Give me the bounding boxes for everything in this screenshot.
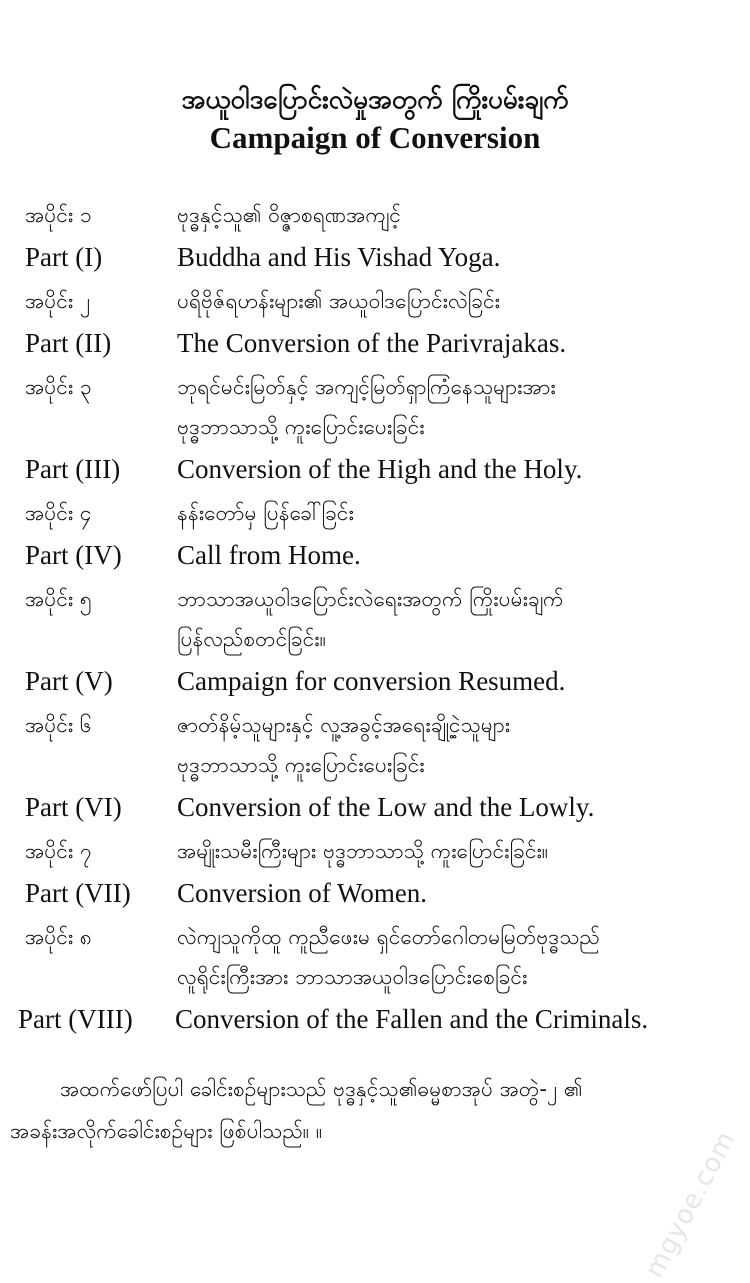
part-title-line: ဘာသာအယူဝါဒပြောင်းလဲရေးအတွက် ကြိုးပမ်းချက် bbox=[177, 587, 564, 611]
part-title bbox=[177, 535, 730, 575]
part-title-line: နန်းတော်မှ ပြန်ခေါ်ခြင်း bbox=[177, 501, 354, 525]
part-title bbox=[177, 449, 730, 489]
toc-entry-english-6 bbox=[0, 787, 750, 831]
part-label: အပိုင်း ၄ bbox=[25, 501, 92, 525]
part-label: အပိုင်း ၂ bbox=[25, 289, 91, 313]
toc-entry-english-4 bbox=[0, 535, 750, 579]
toc-entry-myanmar-6 bbox=[0, 705, 750, 787]
part-label: အပိုင်း ၃ bbox=[25, 375, 92, 399]
part-label: Part (VI) bbox=[25, 792, 122, 822]
part-title bbox=[177, 195, 730, 235]
part-title-line: ဗုဒ္ဓဘာသာသို့ ကူးပြောင်းပေးခြင်း bbox=[177, 415, 425, 439]
toc-entry-english-3 bbox=[0, 449, 750, 493]
part-title bbox=[177, 493, 730, 533]
toc-entry-myanmar-8 bbox=[0, 917, 750, 999]
part-title bbox=[177, 323, 730, 363]
part-title-line: Buddha and His Vishad Yoga. bbox=[177, 242, 501, 272]
part-title bbox=[177, 367, 730, 447]
title-english: Campaign of Conversion bbox=[209, 120, 541, 155]
toc-entry-english-1 bbox=[0, 237, 750, 281]
part-title bbox=[177, 831, 730, 871]
part-title bbox=[177, 917, 730, 997]
footnote-line: အထက်ဖော်ပြပါ ခေါင်းစဉ်များသည် ဗုဒ္ဓနှင့်သူ၏ဓမ္မစာအုပ် အတွဲ-၂ ၏ bbox=[60, 1077, 583, 1101]
toc-entry-english-7 bbox=[0, 873, 750, 917]
part-title-line: Conversion of the Fallen and the Criminals. bbox=[175, 1004, 649, 1034]
part-title-line: ပြန်လည်စတင်ခြင်း။ bbox=[177, 627, 326, 651]
toc-entry-english-8 bbox=[0, 999, 750, 1043]
part-title-line: အမျိုးသမီးကြီးများ ဗုဒ္ဓဘာသာသို့ ကူးပြောင်းခြင်း။ bbox=[177, 839, 549, 863]
title-myanmar: အယူဝါဒပြောင်းလဲမှုအတွက် ကြိုးပမ်းချက် bbox=[181, 85, 569, 115]
part-label: အပိုင်း ၇ bbox=[25, 839, 92, 863]
part-label: Part (VIII) bbox=[18, 1004, 133, 1034]
part-title bbox=[177, 787, 730, 827]
part-title-line: ဗုဒ္ဓနှင့်သူ၏ ဝိဇ္ဇာစရဏအကျင့် bbox=[177, 203, 401, 227]
part-title bbox=[177, 873, 730, 913]
toc-entry-myanmar-1 bbox=[0, 195, 750, 237]
part-title bbox=[177, 661, 730, 701]
contents-list bbox=[0, 195, 750, 1043]
part-label: အပိုင်း ၈ bbox=[25, 925, 92, 949]
footnote bbox=[10, 1068, 730, 1152]
watermark: mgyoe.com bbox=[639, 1125, 742, 1283]
part-title-line: ပရိဗိုဇ်ရဟန်းများ၏ အယူဝါဒပြောင်းလဲခြင်း bbox=[177, 289, 500, 313]
toc-entry-english-2 bbox=[0, 323, 750, 367]
part-label: Part (VII) bbox=[25, 878, 131, 908]
part-title-line: လဲကျသူကိုထူ ကူညီဖေးမ ရှင်တော်ဂေါတမမြတ်ဗုဒ္ဓသည် bbox=[177, 925, 600, 949]
part-label: Part (I) bbox=[25, 242, 103, 272]
part-label: Part (V) bbox=[25, 666, 113, 696]
part-title bbox=[175, 999, 730, 1039]
part-title-line: Call from Home. bbox=[177, 540, 361, 570]
footnote-line: အခန်းအလိုက်ခေါင်းစဉ်များ ဖြစ်ပါသည်။ ။ bbox=[10, 1119, 323, 1143]
part-title bbox=[177, 237, 730, 277]
part-title-line: The Conversion of the Parivrajakas. bbox=[177, 328, 567, 358]
toc-entry-myanmar-5 bbox=[0, 579, 750, 661]
part-label: Part (IV) bbox=[25, 540, 122, 570]
part-title-line: ဘုရင်မင်းမြတ်နှင့် အကျင့်မြတ်ရှာကြံနေသူများအား bbox=[177, 375, 556, 399]
part-title bbox=[177, 705, 730, 785]
part-title-line: ဗုဒ္ဓဘာသာသို့ ကူးပြောင်းပေးခြင်း bbox=[177, 753, 425, 777]
part-title bbox=[177, 579, 730, 659]
part-label: Part (II) bbox=[25, 328, 112, 358]
part-title-line: Conversion of Women. bbox=[177, 878, 428, 908]
toc-entry-myanmar-3 bbox=[0, 367, 750, 449]
part-title-line: ဇာတ်နိမ့်သူများနှင့် လူ့အခွင့်အရေးချို့ငဲ့သူများ bbox=[177, 713, 511, 737]
part-title-line: လူရိုင်းကြီးအား ဘာသာအယူဝါဒပြောင်းစေခြင်း bbox=[177, 965, 528, 989]
toc-entry-myanmar-4 bbox=[0, 493, 750, 535]
part-label: အပိုင်း ၆ bbox=[25, 713, 92, 737]
toc-entry-myanmar-7 bbox=[0, 831, 750, 873]
toc-entry-english-5 bbox=[0, 661, 750, 705]
part-title-line: Conversion of the High and the Holy. bbox=[177, 454, 583, 484]
part-label: အပိုင်း ၅ bbox=[25, 587, 92, 611]
part-title-line: Conversion of the Low and the Lowly. bbox=[177, 792, 595, 822]
part-title-line: Campaign for conversion Resumed. bbox=[177, 666, 566, 696]
part-title bbox=[177, 281, 730, 321]
part-label: အပိုင်း ၁ bbox=[25, 203, 92, 227]
part-label: Part (III) bbox=[25, 454, 121, 484]
toc-entry-myanmar-2 bbox=[0, 281, 750, 323]
